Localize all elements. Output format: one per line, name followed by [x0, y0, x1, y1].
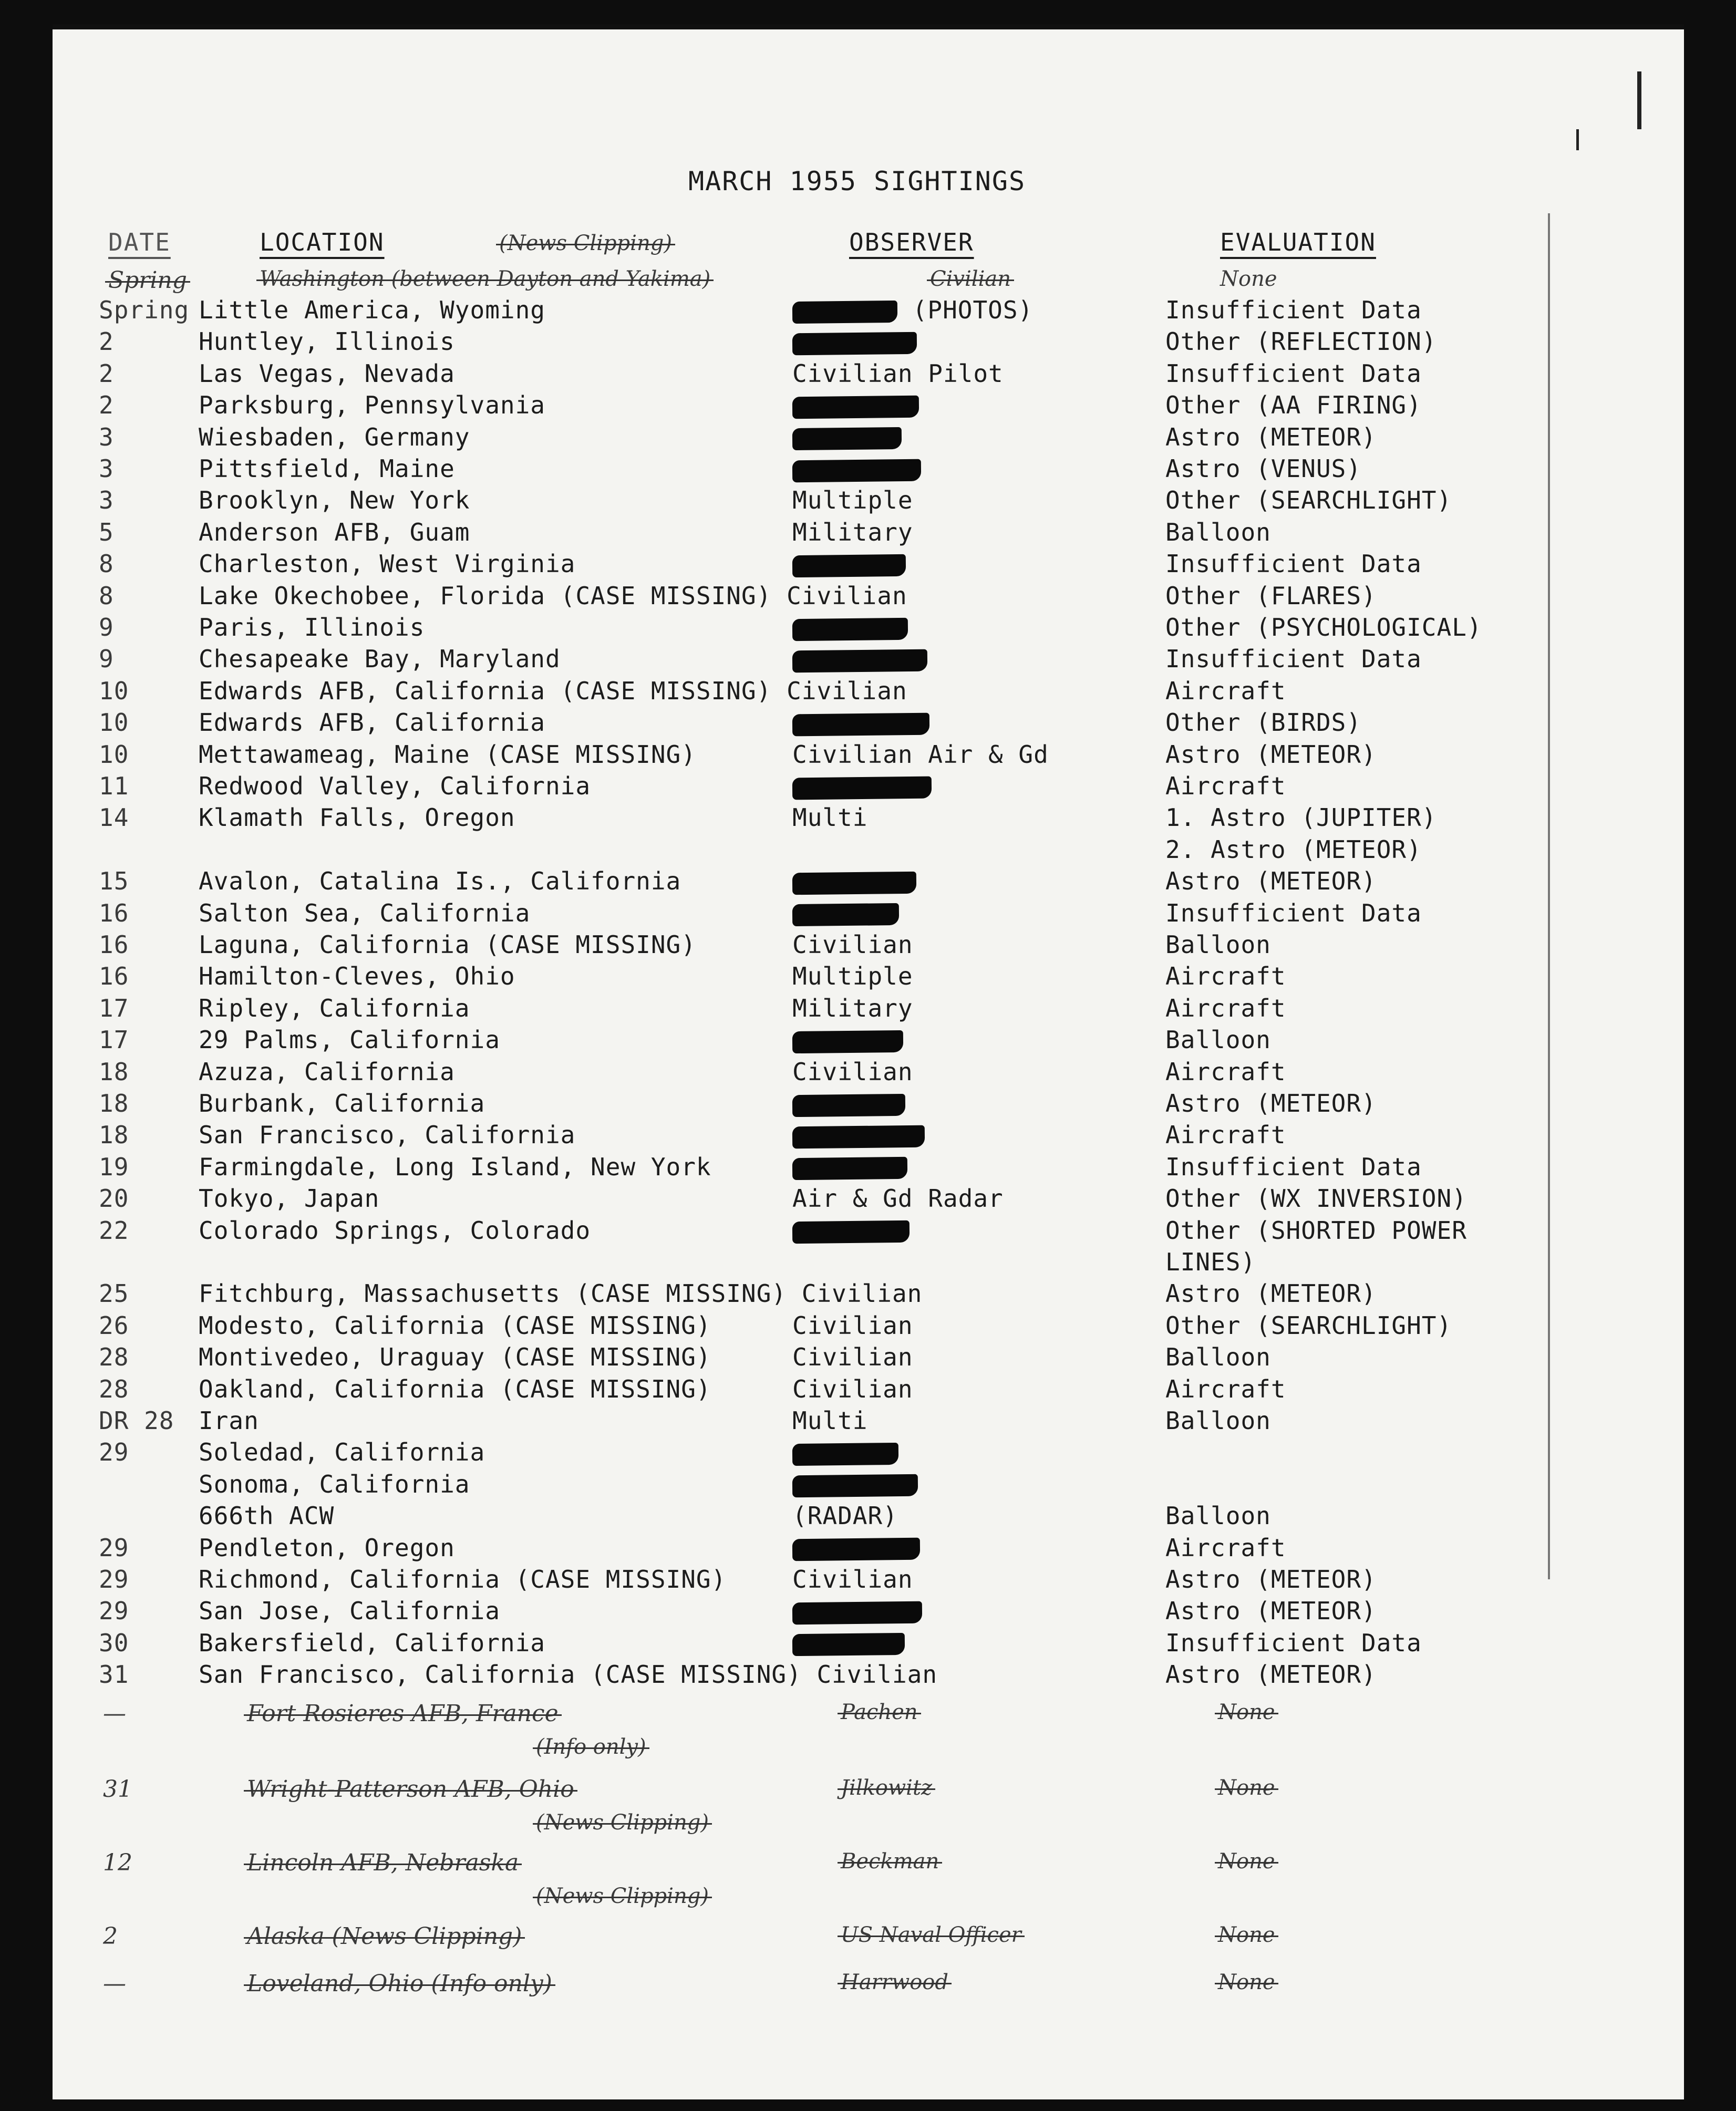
crossed-evaluation: None [1218, 1776, 1275, 1800]
row-observer [792, 1119, 925, 1151]
row-observer: Civilian [792, 1343, 913, 1372]
row-evaluation: Aircraft [1165, 1121, 1286, 1150]
row-evaluation: LINES) [1165, 1248, 1256, 1276]
row-location: Tokyo, Japan [199, 1184, 380, 1213]
row-evaluation: Astro (METEOR) [1165, 1089, 1377, 1117]
row-evaluation: Balloon [1165, 1343, 1271, 1372]
row-date: 25 [99, 1279, 129, 1308]
row-observer: Civilian [792, 1057, 913, 1086]
row-date: 28 [99, 1343, 129, 1372]
row-date: 18 [99, 1089, 129, 1117]
row-evaluation: Other (PSYCHOLOGICAL) [1165, 613, 1482, 641]
row-evaluation: Aircraft [1165, 1374, 1286, 1403]
row-evaluation: Astro (METEOR) [1165, 422, 1377, 451]
row-observer [792, 865, 916, 897]
crossed-evaluation: None [1218, 1849, 1275, 1874]
row-location: Oakland, California (CASE MISSING) [199, 1374, 711, 1403]
row-location: Fitchburg, Massachusetts (CASE MISSING) Civilian [199, 1279, 923, 1308]
row-location: Farmingdale, Long Island, New York [199, 1152, 711, 1181]
table-row [0, 1659, 1736, 1690]
table-row [0, 770, 1736, 802]
row-observer [792, 643, 927, 675]
table-row [0, 612, 1736, 643]
redaction-bar [792, 332, 917, 355]
row-date: 14 [99, 803, 129, 832]
row-location: Pittsfield, Maine [199, 454, 455, 483]
row-location: Edwards AFB, California [199, 708, 545, 737]
redaction-bar [792, 776, 932, 800]
row-location: Modesto, California (CASE MISSING) [199, 1311, 711, 1340]
row-evaluation: Astro (METEOR) [1165, 740, 1377, 769]
row-observer [792, 1151, 907, 1183]
crossed-date: 12 [103, 1849, 132, 1876]
table-row [0, 1341, 1736, 1373]
row-location: Salton Sea, California [199, 898, 531, 927]
redaction-bar [792, 649, 927, 673]
row-evaluation: Astro (METEOR) [1165, 1279, 1377, 1308]
row-date: 16 [99, 962, 129, 991]
crossed-date: 2 [103, 1923, 118, 1950]
header-evaluation: EVALUATION [1220, 228, 1376, 256]
crossed-location: Fort Rosieres AFB, France [247, 1700, 559, 1727]
row-observer: Multi [792, 803, 868, 832]
redaction-bar [792, 871, 916, 894]
row-observer [792, 389, 919, 421]
row-evaluation: Balloon [1165, 930, 1271, 959]
row-date: 10 [99, 676, 129, 705]
redaction-bar [792, 300, 897, 323]
row-observer [792, 1627, 905, 1659]
row-evaluation: Aircraft [1165, 772, 1286, 800]
row-location: Richmond, California (CASE MISSING) [199, 1565, 727, 1593]
table-row [0, 389, 1736, 421]
table-row [0, 897, 1736, 929]
row-location: Mettawameag, Maine (CASE MISSING) [199, 740, 696, 769]
redaction-bar [792, 712, 929, 736]
page-title: MARCH 1955 SIGHTINGS [688, 166, 1026, 196]
crossed-note: (Info only) [536, 1735, 646, 1759]
row-location: Montivedeo, Uraguay (CASE MISSING) [199, 1343, 711, 1372]
row-date: 3 [99, 486, 114, 515]
table-row [0, 1564, 1736, 1595]
header-location: LOCATION [260, 228, 385, 256]
row-location: San Francisco, California (CASE MISSING) Civilian [199, 1660, 938, 1689]
row-date: 10 [99, 708, 129, 737]
row-evaluation: Insufficient Data [1165, 1628, 1422, 1657]
row-date: 15 [99, 867, 129, 896]
row-evaluation: Insufficient Data [1165, 1152, 1422, 1181]
row-evaluation: Other (FLARES) [1165, 581, 1377, 610]
row-observer: Multiple [792, 962, 913, 991]
table-row [0, 1405, 1736, 1436]
row-evaluation: 1. Astro (JUPITER) [1165, 803, 1437, 832]
redaction-bar [792, 1125, 925, 1149]
row-date: 29 [99, 1438, 129, 1467]
row-date: 11 [99, 772, 129, 800]
row-evaluation: Other (WX INVERSION) [1165, 1184, 1467, 1213]
row-evaluation: Balloon [1165, 1406, 1271, 1435]
row-location: Iran [199, 1406, 259, 1435]
row-evaluation: Aircraft [1165, 1057, 1286, 1086]
row-observer: Civilian [792, 1374, 913, 1403]
table-row [0, 960, 1736, 992]
row-observer: Military [792, 994, 913, 1022]
row-evaluation: Insufficient Data [1165, 359, 1422, 388]
row-date: 18 [99, 1057, 129, 1086]
table-row [0, 1119, 1736, 1151]
table-row [0, 294, 1736, 326]
row-location: Sonoma, California [199, 1470, 470, 1498]
row-date: 26 [99, 1311, 129, 1340]
redaction-bar [792, 1443, 898, 1466]
table-row [0, 1024, 1736, 1056]
crossed-row-observer: Civilian [930, 267, 1011, 291]
table-row [0, 1436, 1736, 1468]
row-observer [792, 1024, 903, 1056]
redaction-bar [792, 1474, 918, 1498]
row-location: Parksburg, Pennsylvania [199, 391, 545, 420]
row-date: DR 28 [99, 1406, 174, 1435]
crossed-observer: Jilkowitz [841, 1776, 933, 1800]
crossed-observer: Harrwood [841, 1970, 948, 1994]
crossed-evaluation: None [1218, 1970, 1275, 1994]
row-location: Avalon, Catalina Is., California [199, 867, 681, 896]
table-row [0, 326, 1736, 357]
row-location: Paris, Illinois [199, 613, 425, 641]
observer-suffix: (PHOTOS) [897, 296, 1034, 324]
row-evaluation: Balloon [1165, 1502, 1271, 1530]
row-observer: (RADAR) [792, 1502, 898, 1530]
row-observer [792, 897, 899, 929]
row-location: San Francisco, California [199, 1121, 576, 1150]
table-row [0, 1373, 1736, 1405]
redaction-bar [792, 427, 902, 450]
row-observer: Civilian [792, 1311, 913, 1340]
row-evaluation: Insufficient Data [1165, 898, 1422, 927]
table-row [0, 1532, 1736, 1564]
table-row [0, 675, 1736, 707]
table-row [0, 421, 1736, 453]
row-evaluation: Astro (METEOR) [1165, 1565, 1377, 1593]
row-date: 28 [99, 1374, 129, 1403]
row-evaluation: Other (SEARCHLIGHT) [1165, 486, 1452, 515]
row-observer [792, 770, 932, 802]
row-observer: Multi [792, 1406, 868, 1435]
row-observer [792, 1436, 898, 1468]
row-evaluation: Other (SHORTED POWER [1165, 1216, 1467, 1245]
row-observer: Civilian Air & Gd [792, 740, 1049, 769]
crossed-row-evaluation: None [1220, 267, 1277, 291]
row-observer: Civilian Pilot [792, 359, 1004, 388]
redaction-bar [792, 554, 906, 577]
row-evaluation: Aircraft [1165, 1533, 1286, 1562]
row-location: Burbank, California [199, 1089, 485, 1117]
row-date: 9 [99, 645, 114, 674]
row-date: 30 [99, 1628, 129, 1657]
table-row [0, 1595, 1736, 1627]
row-location: Soledad, California [199, 1438, 485, 1467]
crossed-note: (News Clipping) [536, 1884, 709, 1908]
table-row [0, 1627, 1736, 1659]
row-evaluation: Insufficient Data [1165, 645, 1422, 674]
row-date: 8 [99, 550, 114, 578]
table-row [0, 992, 1736, 1024]
row-location: Wiesbaden, Germany [199, 422, 470, 451]
table-row [0, 1215, 1736, 1246]
row-date: 17 [99, 994, 129, 1022]
row-observer [792, 612, 908, 643]
row-observer [792, 421, 902, 453]
row-observer: Military [792, 518, 913, 546]
row-date: 2 [99, 391, 114, 420]
row-date: 2 [99, 327, 114, 356]
row-date: 10 [99, 740, 129, 769]
table-row [0, 358, 1736, 389]
redaction-bar [792, 1633, 905, 1656]
row-date: 20 [99, 1184, 129, 1213]
row-observer [792, 707, 929, 738]
row-evaluation: Other (SEARCHLIGHT) [1165, 1311, 1452, 1340]
row-evaluation: Aircraft [1165, 676, 1286, 705]
row-evaluation: Balloon [1165, 518, 1271, 546]
row-location: Brooklyn, New York [199, 486, 470, 515]
row-evaluation: Astro (METEOR) [1165, 867, 1377, 896]
crossed-observer: Pachen [841, 1700, 918, 1724]
row-location: Colorado Springs, Colorado [199, 1216, 591, 1245]
row-observer [792, 548, 906, 580]
table-row [0, 1183, 1736, 1214]
redaction-bar [792, 1030, 903, 1053]
redaction-bar [792, 903, 899, 926]
row-evaluation: Other (REFLECTION) [1165, 327, 1437, 356]
redaction-bar [792, 459, 921, 482]
row-observer [792, 453, 921, 484]
crossed-date: — [103, 1700, 126, 1727]
crossed-note: (News Clipping) [536, 1810, 709, 1835]
row-evaluation: Aircraft [1165, 962, 1286, 991]
row-date: 2 [99, 359, 114, 388]
row-location: San Jose, California [199, 1597, 500, 1626]
row-date: 29 [99, 1565, 129, 1593]
row-location: 666th ACW [199, 1502, 335, 1530]
table-row [0, 929, 1736, 960]
row-observer [792, 1215, 910, 1246]
row-observer [792, 1532, 920, 1564]
crossed-row-location: Washington (between Dayton and Yakima) [260, 267, 711, 291]
crossed-location: Loveland, Ohio (Info only) [247, 1970, 552, 1997]
table-row [0, 1151, 1736, 1183]
row-date: 31 [99, 1660, 129, 1689]
row-location: Bakersfield, California [199, 1628, 545, 1657]
row-evaluation: Aircraft [1165, 994, 1286, 1022]
row-observer [792, 326, 917, 357]
row-location: Ripley, California [199, 994, 470, 1022]
redaction-bar [792, 1093, 905, 1116]
row-evaluation: Other (BIRDS) [1165, 708, 1362, 737]
row-evaluation: 2. Astro (METEOR) [1165, 835, 1422, 864]
row-location: Hamilton-Cleves, Ohio [199, 962, 515, 991]
row-location: Redwood Valley, California [199, 772, 591, 800]
row-observer: Civilian [792, 1565, 913, 1593]
row-date: 19 [99, 1152, 129, 1181]
crossed-date: 31 [103, 1776, 132, 1803]
crossed-observer: US Naval Officer [841, 1923, 1021, 1947]
row-location: Little America, Wyoming [199, 296, 545, 324]
row-date: 16 [99, 930, 129, 959]
table-row [0, 580, 1736, 612]
redaction-bar [792, 1220, 910, 1244]
row-location: Huntley, Illinois [199, 327, 455, 356]
row-location: Pendleton, Oregon [199, 1533, 455, 1562]
row-location: Lake Okechobee, Florida (CASE MISSING) Civilian [199, 581, 907, 610]
row-date: 3 [99, 454, 114, 483]
table-row [0, 643, 1736, 675]
row-evaluation: Insufficient Data [1165, 550, 1422, 578]
crossed-location: Alaska (News Clipping) [247, 1923, 522, 1950]
table-row [0, 1088, 1736, 1119]
table-row [0, 707, 1736, 738]
crossed-row-date: Spring [108, 267, 187, 294]
row-observer [792, 1088, 905, 1119]
crossed-observer: Beckman [841, 1849, 939, 1874]
row-date: 18 [99, 1121, 129, 1150]
row-observer: Civilian [792, 930, 913, 959]
row-date: 17 [99, 1026, 129, 1054]
row-observer [792, 1468, 918, 1500]
table-row [0, 802, 1736, 833]
redaction-bar [792, 1538, 920, 1561]
row-observer: Air & Gd Radar [792, 1184, 1004, 1213]
table-row [0, 1278, 1736, 1309]
row-date: 29 [99, 1597, 129, 1626]
header-date: DATE [108, 228, 171, 256]
crossed-location: Wright-Patterson AFB, Ohio [247, 1776, 574, 1803]
row-evaluation: Astro (VENUS) [1165, 454, 1362, 483]
table-row [0, 1310, 1736, 1341]
table-row [0, 834, 1736, 865]
row-date: Spring [99, 296, 190, 324]
row-date: 8 [99, 581, 114, 610]
table-row [0, 453, 1736, 484]
row-observer [792, 1595, 922, 1627]
row-observer: Multiple [792, 486, 913, 515]
header-observer: OBSERVER [849, 228, 974, 256]
row-date: 22 [99, 1216, 129, 1245]
crossed-location: Lincoln AFB, Nebraska [247, 1849, 519, 1876]
row-location: Charleston, West Virginia [199, 550, 576, 578]
row-location: Las Vegas, Nevada [199, 359, 455, 388]
row-date: 29 [99, 1533, 129, 1562]
row-location: Klamath Falls, Oregon [199, 803, 515, 832]
table-row [0, 739, 1736, 770]
row-date: 5 [99, 518, 114, 546]
table-row [0, 1500, 1736, 1531]
crossed-header-note: (News Clipping) [499, 231, 672, 255]
redaction-bar [792, 617, 908, 640]
row-location: 29 Palms, California [199, 1026, 500, 1054]
row-observer [792, 294, 1033, 326]
row-date: 16 [99, 898, 129, 927]
table-row [0, 1468, 1736, 1500]
crossed-evaluation: None [1218, 1923, 1275, 1947]
row-evaluation: Insufficient Data [1165, 296, 1422, 324]
redaction-bar [792, 1157, 907, 1180]
table-row [0, 484, 1736, 516]
row-evaluation: Astro (METEOR) [1165, 1660, 1377, 1689]
table-row [0, 548, 1736, 580]
row-location: Chesapeake Bay, Maryland [199, 645, 561, 674]
redaction-bar [792, 395, 919, 419]
row-location: Anderson AFB, Guam [199, 518, 470, 546]
table-row [0, 865, 1736, 897]
row-evaluation: Balloon [1165, 1026, 1271, 1054]
row-evaluation: Other (AA FIRING) [1165, 391, 1422, 420]
crossed-date: — [103, 1970, 126, 1997]
row-evaluation: Astro (METEOR) [1165, 1597, 1377, 1626]
row-location: Laguna, California (CASE MISSING) [199, 930, 696, 959]
table-row [0, 516, 1736, 548]
redaction-bar [792, 1601, 922, 1625]
row-location: Edwards AFB, California (CASE MISSING) Civilian [199, 676, 907, 705]
row-location: Azuza, California [199, 1057, 455, 1086]
row-date: 3 [99, 422, 114, 451]
table-row [0, 1246, 1736, 1278]
table-row [0, 1056, 1736, 1088]
crossed-evaluation: None [1218, 1700, 1275, 1724]
row-date: 9 [99, 613, 114, 641]
